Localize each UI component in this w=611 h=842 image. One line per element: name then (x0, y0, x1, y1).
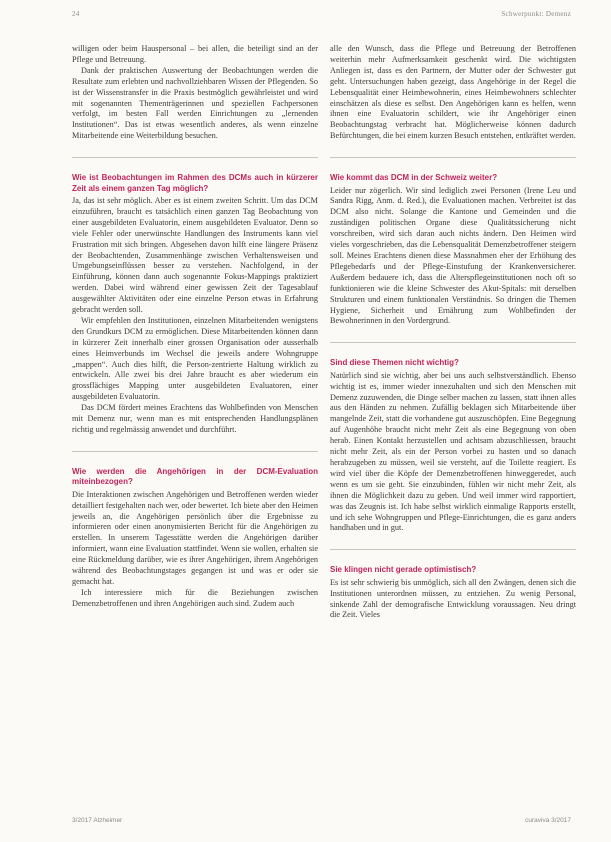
paragraph: Das DCM fördert meines Erachtens das Wohlbefinden von Menschen mit Demenz nur, wenn man es mit entsprechenden Handlungsplänen richtig und regelmässig anwendet und durchführt. (72, 403, 318, 434)
section-divider (72, 451, 318, 452)
question-heading: Wie kommt das DCM in der Schweiz weiter? (330, 173, 498, 183)
paragraph: Die Interaktionen zwischen Angehörigen und Betroffenen werden wieder detailliert festgehalten nach wer, oder bewertet. Ich biete aber den Heimen jeweils an, die Angehörigen persönlich über die Ergebnisse zu informieren oder einen anonymisierten Bericht für die Angehörigen zu erstellen. In unserem Tagesstätte werden die Angehörigen darüber informiert, wann eine Evaluation stattfindet. Wenn sie wollen, erhalten sie eine Rückmeldung darüber, wie es ihrer Angehörigen, ihrem Angehörigen während des Beobachtungstages gegangen ist und was er oder sie gemacht hat. (72, 489, 318, 586)
question-heading: Wie ist Beobachtungen im Rahmen des DCMs auch in kürzerer Zeit als einem ganzen Tag möglich? (72, 173, 318, 193)
running-header: Schwerpunkt: Demenz (501, 10, 571, 18)
section-divider (330, 157, 576, 158)
paragraph: Ich interessiere mich für die Beziehungen zwischen Demenzbetroffenen und ihren Angehörigen auch sind. Zudem auch (72, 587, 318, 608)
page-number: 24 (72, 10, 80, 18)
paragraph: willigen oder beim Hauspersonal – bei allen, die beteiligt sind an der Pflege und Betreuung. (72, 44, 318, 64)
footer-right: curaviva 3/2017 (525, 817, 571, 824)
paragraph: Dank der praktischen Auswertung der Beobachtungen werden die Resultate zum erlebten und nachvollziehbaren Wissen der Pflegenden. So ist der Wissenstransfer in die Praxis bestmöglich gewährleistet und wird mit sogenannten Thementrägerinnen und speziellen Fachpersonen verfolgt, im besten Fall werden Einrichtungen zu „lernenden Institutionen“. Das ist etwas wesentlich anderes, als wenn einzelne Mitarbeitende eine Weiterbildung besuchen. (72, 65, 318, 141)
paragraph: Ja, das ist sehr möglich. Aber es ist einem zweiten Schritt. Um das DCM einzuführen, braucht es tatsächlich einen ganzen Tag Beobachtung von einer ausgebildeten Evaluatorin, einem ausgebildeten Evaluator. Denn so viele Fehler oder unerwünschte Handlungen des Instruments kann viel Frustration mit sich bringen. Abgesehen davon hilft eine längere Präsenz der Beobachtenden, Zusammenhänge zwischen Verhaltensweisen und Umgebungseinflüssen besser zu verstehen. Nachfolgend, in der Einführung, können dann auch sogenannte Fokus-Mappings praktiziert werden. Dabei wird während einer gewissen Zeit der Tagesablauf ausgewählter Aktivitäten oder eine einzelne Person etwas in Erfahrung gebracht werden soll. (72, 195, 318, 315)
section-divider (330, 549, 576, 550)
footer-left: 3/2017 Alzheimer (72, 817, 123, 824)
section-divider (72, 157, 318, 158)
paragraph: Natürlich sind sie wichtig, aber bei uns auch selbstverständlich. Ebenso wichtig ist es, immer wieder innezuhalten und sich den Menschen mit Demenz zuzuwenden, die Dinge selber machen zu lassen, statt ihnen alles aus den Händen zu nehmen. Zufällig beklagen sich Mitarbeitende über mangelnde Zeit, statt die vorhandene gut auszuschöpfen. Eine Begegnung auf Augenhöhe braucht nicht mehr Zeit als eine Begegnung von oben herab. Einen Kontakt herzustellen und achtsam abzuschliessen, braucht nicht mehr Zeit, als ein der Person vorbei zu hasten und so danach herabzugeben zu müssen, weil sie versteht, auf die Toilette reagiert. Es wird viel über die Köpfe der Demenzbetroffenen hinweggeredet, auch wenn es um sie geht. Sie einzubinden, fühlen wir nicht mehr Zeit, als ihnen die Möglichkeit dazu zu geben. Und weil immer wird rapportiert, was das Zeugnis ist. Ich habe selbst wirklich einmalige Rapports erstellt, und ich sehe Wohngruppen und Pflege-Einrichtungen, die es ganz anders handhaben und in gut. (330, 370, 576, 533)
section-divider (330, 342, 576, 343)
right-column (330, 44, 576, 621)
paragraph: Es ist sehr schwierig bis unmöglich, sich all den Zwängen, denen sich die Institutionen unterordnen müssen, zu entziehen. Zu wenig Personal, sinkende Zahl der demografische Entwicklung voraussagen. Neu dringt die Zeit. Vieles (330, 577, 576, 620)
question-heading: Sind diese Themen nicht wichtig? (330, 358, 459, 368)
paragraph: Wir empfehlen den Institutionen, einzelnen Mitarbeitenden wenigstens den Grundkurs DCM zu ermöglichen. Diese Mitarbeitenden können dann in kürzerer Zeit innerhalb einer grossen Organisation oder ausserhalb eines Heimverbunds im Wechsel die jeweils andere Wohngruppe „mappen“. Auch dies hilft, die Person-zentrierte Haltung wirklich zu entwickeln. Alle zwei bis drei Jahre braucht es aber wiederum ein grossflächiges Mapping unter ausgebildeten Evaluatoren, einer ausgebildeten Evaluatorin. (72, 315, 318, 402)
paragraph: Leider nur zögerlich. Wir sind lediglich zwei Personen (Irene Leu und Sandra Rigg, Anm. d. Red.), die Evaluationen machen. Verbreitet ist das DCM also nicht. Solange die Kantone und Gemeinden und die zuständigen politischen Organe diese Qualitätssicherung nicht vorschreiben, wird sich daran auch nichts ändern. Den Heimen wird vieles vorgeschrieben, das die Lebensqualität Demenzbetroffener steigern soll. Meines Erachtens dienen diese Massnahmen eher der Erhöhung des Pflegebedarfs und der Pflege-Einstufung der Krankenversicherer. Außerdem bedauere ich, dass die Alterspflegeinstitutionen noch oft so funktionieren wie die kleine Schwester des Akut-Spitals: mit derselben Strukturen und einem funktionalen Verständnis. So dringen die Themen Hygiene, Sicherheit und Ernährung zum Wohlbefinden der Bewohnerinnen in den Vordergrund. (330, 185, 576, 326)
question-heading: Sie klingen nicht gerade optimistisch? (330, 565, 477, 575)
paragraph: alle den Wunsch, dass die Pflege und Betreuung der Betroffenen weiterhin mehr Aufmerksamkeit geschenkt wird. Die wichtigsten Anliegen ist, dass es den Partnern, der Mutter oder der Schwester gut geht. Untersuchungen haben gezeigt, dass Angehörige in der Regel die Lebensqualität einer Heimbewohnerin, eines Heimbewohners schlechter einschätzen als diese es selbst. Den Angehörigen kann es helfen, wenn ihnen eine Evaluatorin schildert, wie ihr Angehöriger einen Beobachtungstag verbracht hat. Möglicherweise können dadurch Befürchtungen, die bei einem kurzen Besuch entstehen, entkräftet werden. (330, 44, 576, 141)
question-heading: Wie werden die Angehörigen in der DCM-Evaluation miteinbezogen? (72, 466, 318, 487)
left-column (72, 44, 318, 610)
